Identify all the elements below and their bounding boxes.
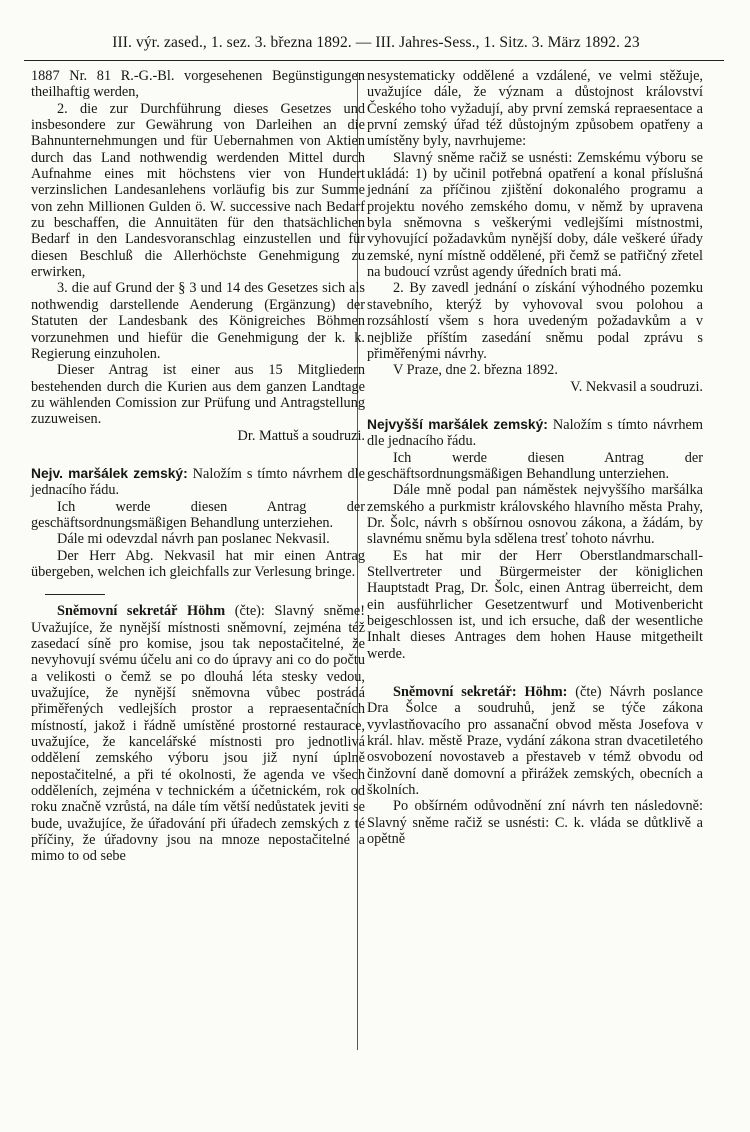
speaker-sekretar-2: Sněmovní sekretář: Höhm: <box>393 684 568 701</box>
left-para-6: Ich werde diesen Antrag der geschäftsordnungsmäßigen Behandlung unterziehen. <box>31 498 365 531</box>
left-para-7: Dále mi odevzdal návrh pan poslanec Nekvasil. <box>57 531 330 548</box>
left-para-3: 3. die auf Grund der § 3 und 14 des Gesetzes sich als nothwendig darstellende Aenderung (Ergänzung) der Statuten der Landesbank des Königreiches Böhmen vorzunehmen und hiefür die Genehmigung der k. k. Regierung einzuholen. <box>31 280 365 362</box>
right-para-6: Dále mně podal pan náměstek nejvyššího maršálka zemského a purkmistr královského hlavního města Prahy, Dr. Šolc, návrh s obšírnou osnovou zákona, a žádám, by slavnému sněmu byla sdělena tresť tohoto návrhu. <box>367 482 703 548</box>
header-rule <box>24 60 724 61</box>
page-header: III. výr. zased., 1. sez. 3. března 1892. — III. Jahres-Sess., 1. Sitz. 3. März 1892. 23 <box>112 34 640 51</box>
right-speech-1 <box>367 417 703 450</box>
speaker-sekretar: Sněmovní sekretář Höhm <box>57 603 226 620</box>
left-column <box>31 68 365 865</box>
right-para-8: (čte) Návrh poslance Dra Šolce a soudruhů, jenž se týče zákona vyvlastňovacího pro assanační obvod města Josefova v král. hlav. městě Praze, vydání zákona stran dvacetiletého osvobození novostaveb a přestaveb v témž obvodu od činžovní daně domovní a přirážek zemských, obecních a školních. <box>367 684 703 799</box>
right-para-9: Po obšírném odůvodnění zní návrh ten následovně: Slavný sněme račiž se usnésti: C. k. vláda se důtklivě a opětně <box>367 798 703 848</box>
right-para-5: Ich werde diesen Antrag der geschäftsordnungsmäßigen Behandlung unterziehen. <box>367 449 703 482</box>
section-rule <box>45 594 105 595</box>
left-para-4: Dieser Antrag ist einer aus 15 Mitgliedern bestehenden durch die Kurien aus dem ganzen Landtage zu wählenden Comission zur Prüfung und Antragstellung zuzuweisen. <box>31 362 365 428</box>
left-speech-1 <box>31 466 365 499</box>
left-para-8: Der Herr Abg. Nekvasil hat mir einen Antrag übergeben, welchen ich gleichfalls zur Verlesung bringe. <box>31 547 365 580</box>
speaker-nejvyssi-marsalek: Nejvyšší maršálek zemský: <box>367 416 548 432</box>
right-column <box>367 68 703 847</box>
right-para-7: Es hat mir der Herr Oberstlandmarschall-Stellvertreter und Bürgermeister der königlichen Hauptstadt Prag, Dr. Šolc, einen Antrag überreicht, dem ein ausführlicher Gesetzentwurf und Motivenbericht beigeschlossen ist, und ich ersuche, daß der wesentliche Inhalt dieses Antrages dem hohen Hause mitgetheilt werde. <box>367 547 703 662</box>
signature-nekvasil: V. Nekvasil a soudruzi. <box>570 378 703 395</box>
left-speech-2 <box>31 603 365 865</box>
right-para-2: Slavný sněme račiž se usnésti: Zemskému výboru se ukládá: 1) by učinil potřebná opatření a konal příslušná jednání za příčinou zjištění dokonalého programu a projektu nového zemského domu, v němž by upravena byla sněmovna s veškerými vedlejšími místnostmi, vyhovující požadavkům nynější doby, dále veškeré úřady zemské, nyní místně oddělené, při čemž se patřičný zřetel na budoucí vzrůst agendy úředních brati má. <box>367 149 703 281</box>
left-para-2: 2. die zur Durchführung dieses Gesetzes und insbesondere zur Gewährung von Darleihen an die Bahnunternehmungen und für Uebernahmen von Aktien durch das Land nothwendig werdenden Mittel durch Aufnahme eines mit höchstens vier von Hundert verzinslichen Landesanlehens vorläufig bis zur Summe von zehn Millionen Gulden ö. W. successive nach Bedarf zu beschaffen, die Annuitäten für den thatsächlichen Bedarf in den Landesvoranschlag einzustellen und für diesen Beschluß die Allerhöchste Genehmigung zu erwirken, <box>31 100 365 281</box>
left-para-9: (čte): Slavný sněme! Uvažujíce, že nynější místnosti sněmovní, zejména též zasedací síně pro komise, jsou tak nepostačitelné, že nevyhovují svému účelu ani co do úpravy ani co do počtu a velikosti o čemž se po dlouhá léta stesky vedou, uvažujíce, že nynější sněmovna vůbec postrádá přiměřených vedlejších prostor a repraesentačních místností, jakož i řádně umístěné prostorné restaurace, uvažujíce, že kancelářské místnosti pro jednotlivá oddělení zemského výboru jsou již nyní úplně nepostačitelné, a při té okolnosti, že agenda ve všech odděleních, zejména v technickém a účetnickém, rok od roku značně vzrůstá, na dále tím větší nedůstatek jeviti se bude, uvažujíce, že úřadování při úřadech zemských z té příčiny, že úřadovny jsou na mnoze nepostačitelné a mimo to od sebe <box>31 603 365 865</box>
right-date: V Praze, dne 2. března 1892. <box>393 362 558 379</box>
right-speech-2 <box>367 684 703 798</box>
left-para-5: Naložím s tímto návrhem dle jednacího řádu. <box>31 465 365 499</box>
signature-mattus: Dr. Mattuš a soudruzi. <box>237 427 365 444</box>
left-para-1: 1887 Nr. 81 R.-G.-Bl. vorgesehenen Begünstigungen theilhaftig werden, <box>31 68 365 101</box>
right-para-4: Naložím s tímto návrhem dle jednacího řádu. <box>367 416 703 450</box>
speaker-marsalek: Nejv. maršálek zemský: <box>31 465 188 481</box>
right-para-1: nesystematicky oddělené a vzdálené, ve velmi stěžuje, uvažujíce dále, že význam a důstojnost království Českého toho vyžadují, aby první zemská repraesentace a první zemský úřad též důstojným způsobem opatřeny a umístěny byly, navrhujeme: <box>367 68 703 150</box>
right-para-3: 2. By zavedl jednání o získání výhodného pozemku stavebního, kterýž by vyhovoval svou polohou a rozsáhlostí všem s hora uvedeným požadavkům a v nejbliže příštím zasedání sněmu podal zprávu s přiměřenými návrhy. <box>367 280 703 362</box>
